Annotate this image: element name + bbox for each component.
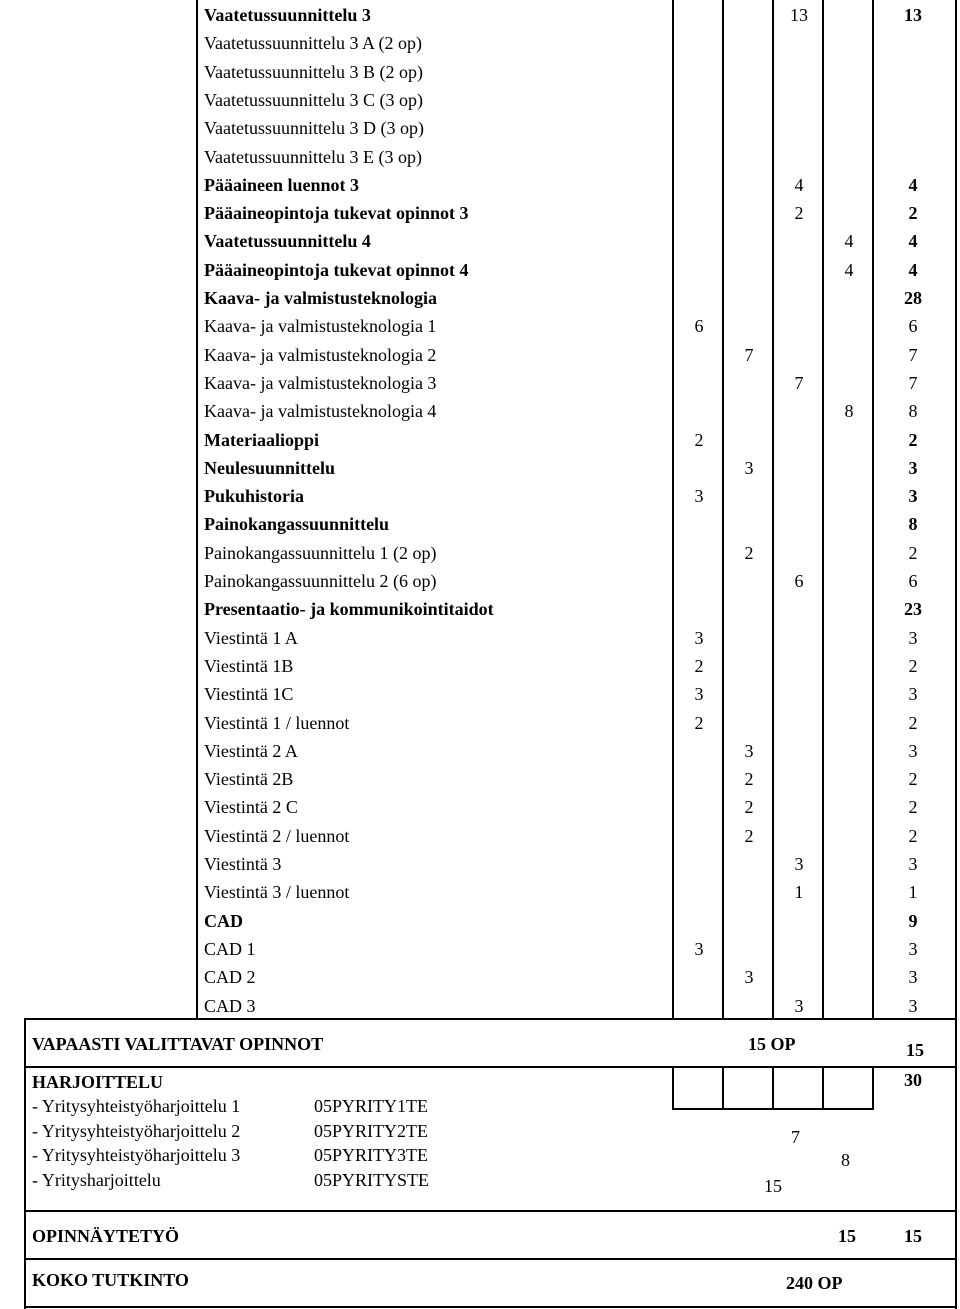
table-row <box>0 907 960 935</box>
course-name: Vaatetussuunnittelu 3 E (3 op) <box>204 146 422 167</box>
table-row <box>0 822 960 850</box>
course-name: Viestintä 2B <box>204 769 294 790</box>
table-row <box>0 341 960 369</box>
section-divider <box>24 1066 957 1068</box>
credit-total: 2 <box>908 203 918 224</box>
course-name: Viestintä 1B <box>204 655 294 676</box>
credit-total: 3 <box>908 627 918 648</box>
credit-c1: 2 <box>694 429 704 450</box>
harjoittelu-item-code: 05PYRITY2TE <box>314 1120 428 1141</box>
table-row <box>0 935 960 963</box>
harjoittelu-value-8: 8 <box>841 1150 850 1170</box>
course-name: Pukuhistoria <box>204 486 305 507</box>
grid-line <box>822 1066 824 1110</box>
table-row <box>0 369 960 397</box>
table-row <box>0 567 960 595</box>
table-row <box>0 595 960 623</box>
credit-total: 6 <box>908 571 918 591</box>
credit-c3: 4 <box>794 174 804 195</box>
course-name: Vaatetussuunnittelu 3 C (3 op) <box>204 89 423 110</box>
credit-c4: 8 <box>844 401 854 422</box>
grid-line <box>672 1108 874 1110</box>
harjoittelu-value-7: 7 <box>791 1127 800 1147</box>
credit-total: 2 <box>908 542 918 563</box>
credit-total: 7 <box>908 372 918 393</box>
credit-c3: 13 <box>790 5 808 25</box>
course-name: Kaava- ja valmistusteknologia 4 <box>204 401 437 422</box>
table-row <box>0 482 960 510</box>
grid-line <box>672 1066 674 1110</box>
course-name: CAD <box>204 910 243 931</box>
table-row <box>0 114 960 142</box>
credit-c3: 7 <box>794 372 804 393</box>
course-name: Painokangassuunnittelu 2 (6 op) <box>204 571 437 591</box>
course-name: Viestintä 3 <box>204 854 282 874</box>
harjoittelu-item-name: - Yritysharjoittelu <box>32 1169 161 1190</box>
opinnaytetyo-value: 15 <box>838 1226 856 1246</box>
credit-total: 4 <box>908 174 918 195</box>
harjoittelu-value-15: 15 <box>764 1176 782 1196</box>
harjoittelu-item-code: 05PYRITY1TE <box>314 1096 428 1116</box>
table-row <box>0 199 960 227</box>
table-row <box>0 29 960 57</box>
table-row <box>0 765 960 793</box>
credit-total: 4 <box>908 259 918 280</box>
table-row <box>0 284 960 312</box>
credit-c2: 2 <box>744 797 754 818</box>
credit-total: 9 <box>908 910 918 931</box>
credit-c3: 6 <box>794 571 804 591</box>
grid-line <box>772 1066 774 1110</box>
course-name: Vaatetussuunnittelu 4 <box>204 231 371 252</box>
section-divider <box>24 1210 957 1212</box>
credit-total: 2 <box>908 655 918 676</box>
credit-total: 3 <box>908 457 918 478</box>
harjoittelu-item-code: 05PYRITYSTE <box>314 1169 430 1190</box>
column-divider <box>672 0 674 1018</box>
credit-total: 3 <box>908 938 918 959</box>
table-row <box>0 992 960 1020</box>
course-name: Viestintä 2 A <box>204 740 298 761</box>
table-row <box>0 793 960 821</box>
table-row <box>0 143 960 171</box>
table-row <box>0 737 960 765</box>
course-name: Painokangassuunnittelu 1 (2 op) <box>204 542 437 563</box>
credit-total: 1 <box>908 882 918 903</box>
vapaasti-total: 15 <box>906 1040 924 1060</box>
table-row <box>0 454 960 482</box>
vapaasti-op: 15 OP <box>748 1034 796 1054</box>
credit-c2: 7 <box>744 344 754 365</box>
column-divider <box>772 0 774 1018</box>
credit-total: 3 <box>908 995 918 1016</box>
course-name: Kaava- ja valmistusteknologia 3 <box>204 372 437 393</box>
course-name: Materiaalioppi <box>204 429 319 450</box>
credit-total: 7 <box>908 344 918 365</box>
grid-line <box>722 1066 724 1110</box>
credit-c1: 2 <box>694 712 704 733</box>
table-row <box>0 963 960 991</box>
course-name: Viestintä 1C <box>204 684 294 705</box>
course-name: Kaava- ja valmistusteknologia 1 <box>204 316 437 337</box>
credit-c2: 2 <box>744 542 754 563</box>
credit-total: 3 <box>908 967 918 988</box>
table-row <box>0 256 960 284</box>
table-row <box>0 1 960 29</box>
course-name: Neulesuunnittelu <box>204 457 336 478</box>
table-row <box>0 426 960 454</box>
course-name: Kaava- ja valmistusteknologia 2 <box>204 344 437 365</box>
course-name: Pääaineen luennot 3 <box>204 174 360 195</box>
credit-total: 2 <box>908 769 918 790</box>
credit-c2: 3 <box>744 457 754 478</box>
credit-total: 2 <box>908 797 918 818</box>
credit-c1: 2 <box>694 655 704 676</box>
harjoittelu-total: 30 <box>904 1070 922 1090</box>
section-divider <box>24 1018 957 1020</box>
credit-c1: 3 <box>694 627 704 648</box>
table-left-border <box>196 0 198 1018</box>
course-name: Kaava- ja valmistusteknologia <box>204 288 438 308</box>
section-divider <box>24 1258 957 1260</box>
table-right-border <box>955 0 957 1309</box>
course-name: Vaatetussuunnittelu 3 B (2 op) <box>204 61 423 82</box>
opinnaytetyo-total: 15 <box>904 1226 922 1246</box>
table-row <box>0 171 960 199</box>
credit-c3: 3 <box>794 995 804 1016</box>
grid-line <box>872 1066 874 1110</box>
credit-total: 3 <box>908 854 918 874</box>
credit-total: 28 <box>904 288 922 308</box>
credit-c2: 3 <box>744 967 754 988</box>
credit-total: 2 <box>908 712 918 733</box>
table-row <box>0 539 960 567</box>
credit-c1: 3 <box>694 684 704 705</box>
course-name: Vaatetussuunnittelu 3 <box>204 5 371 25</box>
table-row <box>0 510 960 538</box>
course-name: Vaatetussuunnittelu 3 A (2 op) <box>204 33 422 54</box>
course-name: Viestintä 2 C <box>204 797 298 818</box>
credit-c2: 3 <box>744 740 754 761</box>
course-name: Vaatetussuunnittelu 3 D (3 op) <box>204 118 424 139</box>
course-name: Pääaineopintoja tukevat opinnot 3 <box>204 203 469 224</box>
course-name: CAD 3 <box>204 995 256 1016</box>
credit-total: 6 <box>908 316 918 337</box>
credit-total: 4 <box>908 231 918 252</box>
page-left-border <box>24 1018 26 1309</box>
koko-label: KOKO TUTKINTO <box>32 1270 189 1290</box>
course-name: Presentaatio- ja kommunikointitaidot <box>204 599 494 620</box>
table-row <box>0 58 960 86</box>
credit-c4: 4 <box>844 259 854 280</box>
credit-c1: 3 <box>694 486 704 507</box>
credit-total: 2 <box>908 825 918 846</box>
table-row <box>0 397 960 425</box>
credit-total: 8 <box>908 401 918 422</box>
harjoittelu-item-name: - Yritysyhteistyöharjoittelu 1 <box>32 1096 241 1116</box>
credit-c4: 4 <box>844 231 854 252</box>
credit-total: 23 <box>904 599 922 620</box>
credit-c3: 1 <box>794 882 804 903</box>
course-name: Viestintä 3 / luennot <box>204 882 350 903</box>
course-name: CAD 2 <box>204 967 256 988</box>
course-name: Pääaineopintoja tukevat opinnot 4 <box>204 259 469 280</box>
credit-c2: 2 <box>744 825 754 846</box>
course-name: Painokangassuunnittelu <box>204 514 390 535</box>
table-row <box>0 227 960 255</box>
credit-c1: 3 <box>694 938 704 959</box>
course-name: CAD 1 <box>204 938 256 959</box>
table-row <box>0 86 960 114</box>
credit-c3: 2 <box>794 203 804 224</box>
koko-total: 240 OP <box>786 1273 843 1293</box>
harjoittelu-item-name: - Yritysyhteistyöharjoittelu 3 <box>32 1145 241 1165</box>
section-divider <box>24 1306 957 1308</box>
course-name: Viestintä 2 / luennot <box>204 825 350 846</box>
table-row <box>0 850 960 878</box>
table-row <box>0 680 960 708</box>
table-row <box>0 878 960 906</box>
opinnaytetyo-label: OPINNÄYTETYÖ <box>32 1226 180 1246</box>
credit-total: 3 <box>908 740 918 761</box>
credit-total: 8 <box>908 514 918 535</box>
credit-total: 3 <box>908 486 918 507</box>
course-name: Viestintä 1 / luennot <box>204 712 350 733</box>
harjoittelu-label: HARJOITTELU <box>32 1072 164 1092</box>
credit-total: 3 <box>908 684 918 705</box>
course-name: Viestintä 1 A <box>204 627 298 648</box>
column-divider <box>872 0 874 1018</box>
table-row <box>0 624 960 652</box>
column-divider <box>822 0 824 1018</box>
credit-c2: 2 <box>744 769 754 790</box>
column-divider <box>722 0 724 1018</box>
credit-total: 13 <box>904 5 922 25</box>
vapaasti-label: VAPAASTI VALITTAVAT OPINNOT <box>32 1034 324 1054</box>
credit-c1: 6 <box>694 316 704 337</box>
harjoittelu-item-name: - Yritysyhteistyöharjoittelu 2 <box>32 1120 241 1141</box>
credit-c3: 3 <box>794 854 804 874</box>
table-row <box>0 312 960 340</box>
harjoittelu-item-code: 05PYRITY3TE <box>314 1145 428 1165</box>
table-row <box>0 709 960 737</box>
credit-total: 2 <box>908 429 918 450</box>
table-row <box>0 652 960 680</box>
